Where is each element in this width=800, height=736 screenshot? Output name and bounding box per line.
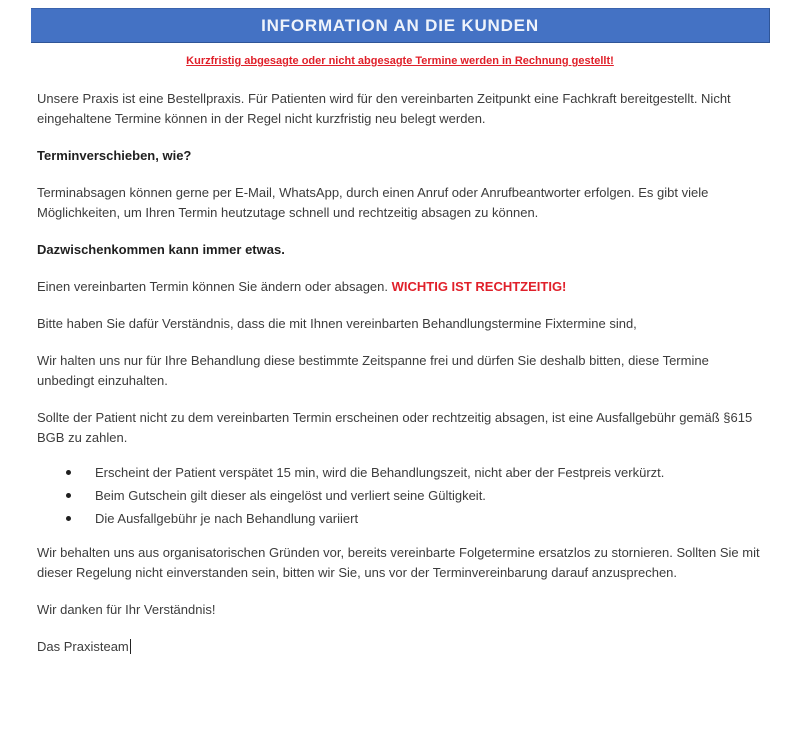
- thanks-paragraph: Wir danken für Ihr Verständnis!: [37, 602, 216, 617]
- list-item: [37, 484, 767, 507]
- document-body[interactable]: [37, 89, 767, 674]
- fee-paragraph: Sollte der Patient nicht zu dem vereinbarten Termin erscheinen oder rechtzeitig absagen, ist eine Ausfallgebühr gemäß §615 BGB zu zahlen.: [37, 410, 753, 445]
- list-item-text: Die Ausfallgebühr je nach Behandlung variiert: [95, 511, 359, 526]
- reserve-paragraph: Wir halten uns nur für Ihre Behandlung diese bestimmte Zeitspanne frei und dürfen Sie deshalb bitten, diese Termine unbedingt einzuhalten.: [37, 353, 709, 388]
- list-item-text: Erscheint der Patient verspätet 15 min, wird die Behandlungszeit, nicht aber der Festpreis verkürzt.: [95, 465, 665, 480]
- signature-paragraph: [37, 637, 767, 657]
- change-paragraph: [37, 277, 767, 297]
- intro-paragraph: Unsere Praxis ist eine Bestellpraxis. Für Patienten wird für den vereinbarten Zeitpunkt eine Fachkraft bereitgestellt. Nicht eingehaltene Termine können in der Regel nicht kurzfristig neu belegt werden.: [37, 91, 731, 126]
- text-cursor: [130, 639, 131, 654]
- warning-subtitle: Kurzfristig abgesagte oder nicht abgesagte Termine werden in Rechnung gestellt!: [186, 55, 614, 67]
- list-item-text: Beim Gutschein gilt dieser als eingelöst und verliert seine Gültigkeit.: [95, 488, 486, 503]
- signature: Das Praxisteam: [37, 639, 129, 654]
- important-emphasis: WICHTIG IST RECHTZEITIG!: [391, 279, 567, 294]
- reschedule-paragraph: Terminabsagen können gerne per E-Mail, WhatsApp, durch einen Anruf oder Anrufbeantworter erfolgen. Es gibt viele Möglichkeiten, um Ihren Termin heutzutage schnell und rechtzeitig absagen zu können.: [37, 185, 709, 220]
- bullet-icon: [66, 470, 71, 475]
- understanding-paragraph: Bitte haben Sie dafür Verständnis, dass die mit Ihnen vereinbarten Behandlungstermine Fixtermine sind,: [37, 316, 637, 331]
- change-text: Einen vereinbarten Termin können Sie ändern oder absagen.: [37, 279, 392, 294]
- list-item: [37, 461, 767, 484]
- cancel-followups-paragraph: Wir behalten uns aus organisatorischen Gründen vor, bereits vereinbarte Folgetermine ersatzlos zu stornieren. Sollten Sie mit dieser Regelung nicht einverstanden sein, bitten wir Sie, uns vor der Terminvereinbarung darauf anzusprechen.: [37, 545, 760, 580]
- fee-rules-list: [37, 461, 767, 530]
- page-title: INFORMATION AN DIE KUNDEN: [261, 15, 539, 35]
- heading-reschedule: Terminverschieben, wie?: [37, 148, 192, 163]
- list-item: [37, 507, 767, 530]
- title-banner: [31, 8, 770, 43]
- heading-interruption: Dazwischenkommen kann immer etwas.: [37, 242, 285, 257]
- bullet-icon: [66, 493, 71, 498]
- bullet-icon: [66, 516, 71, 521]
